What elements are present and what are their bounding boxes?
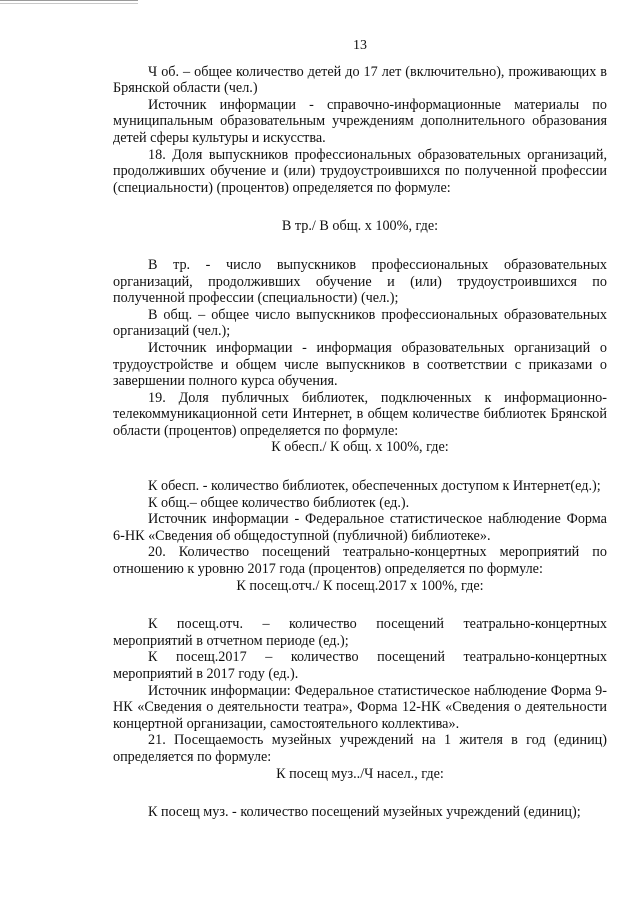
formula: К посещ муз../Ч насел., где: [276,765,444,782]
paragraph: Источник информации: Федеральное статистическое наблюдение Форма 9-НК «Сведения о деятельности театра», Форма 12-НК «Сведения о деятельности концертной организации, самостоятельного коллектива». [113,682,607,732]
paragraph: К обесп. - количество библиотек, обеспеченных доступом к Интернет(ед.); [148,478,601,495]
paragraph: 20. Количество посещений театрально-концертных мероприятий по отношению к уровню 2017 года (процентов) определяется по формуле: [113,544,607,578]
paragraph: 19. Доля публичных библиотек, подключенных к информационно-телекоммуникационной сети Интернет, в общем количестве библиотек Брянской области (процентов) определяется по формуле: [113,389,607,439]
formula: К обесп./ К общ. х 100%, где: [271,439,449,456]
paragraph: К посещ.2017 – количество посещений театрально-концертных мероприятий в 2017 году (ед.). [113,649,607,682]
scan-edge-line [0,3,138,4]
paragraph: Источник информации - справочно-информационные материалы по муниципальным образовательным учреждениям дополнительного образования детей сферы культуры и искусства. [113,96,607,146]
paragraph: 21. Посещаемость музейных учреждений на 1 жителя в год (единиц) определяется по формуле: [113,732,607,765]
paragraph: К посещ.отч. – количество посещений театрально-концертных мероприятий в отчетном периоде (ед.); [113,616,607,649]
paragraph: Ч об. – общее количество детей до 17 лет (включительно), проживающих в Брянской области (чел.) [113,63,607,97]
page-number: 13 [353,38,367,53]
paragraph: Источник информации - Федеральное статистическое наблюдение Форма 6-НК «Сведения об общедоступной (публичной) библиотеке». [113,511,607,544]
formula: К посещ.отч./ К посещ.2017 х 100%, где: [236,577,484,594]
formula: В тр./ В общ. х 100%, где: [281,218,439,235]
paragraph: В тр. - число выпускников профессиональных образовательных организаций, продолживших обучение и (или) трудоустроившихся по полученной профессии (специальности) (чел.); [113,256,607,307]
paragraph: 18. Доля выпускников профессиональных образовательных организаций, продолживших обучение и (или) трудоустроившихся по полученной профессии (специальности) (процентов) определяется по формуле: [113,146,607,196]
paragraph: Источник информации - информация образовательных организаций о трудоустройстве и общем числе выпускников в соответствии с приказами о завершении полного курса обучения. [113,339,607,390]
paragraph: К общ.– общее количество библиотек (ед.). [148,494,410,511]
document-page [113,38,607,821]
paragraph: К посещ муз. - количество посещений музейных учреждений (единиц); [148,804,581,821]
paragraph: В общ. – общее число выпускников профессиональных образовательных организаций (чел.); [113,306,607,340]
scan-edge-line [0,0,138,1]
